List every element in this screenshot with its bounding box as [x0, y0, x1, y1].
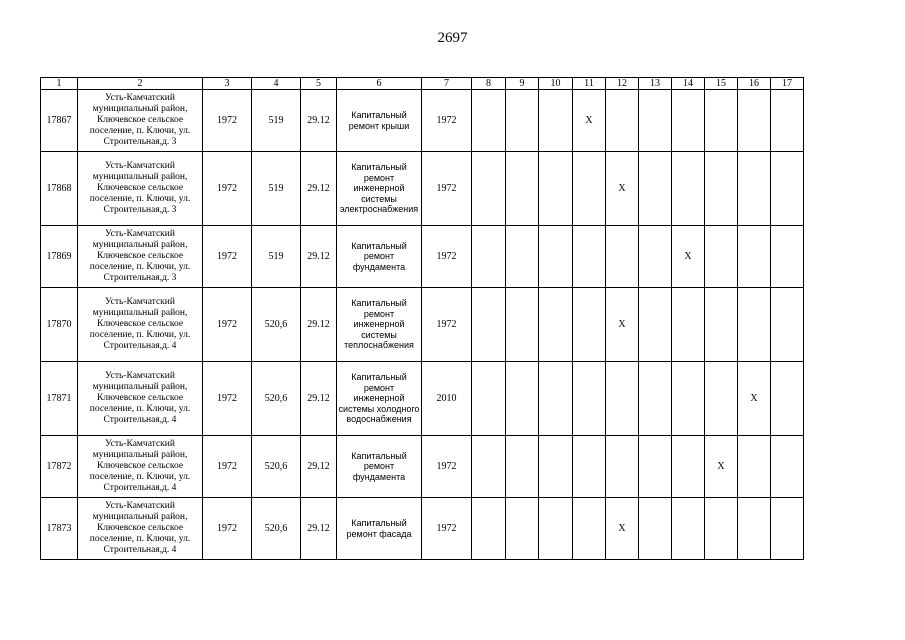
year-built-cell: 1972 [203, 90, 252, 152]
empty-cell [672, 152, 705, 226]
column-header: 16 [738, 78, 771, 90]
mark-cell: X [606, 288, 639, 362]
row-id: 17869 [41, 226, 78, 288]
empty-cell [606, 362, 639, 436]
mark-cell: X [606, 152, 639, 226]
col5-cell: 29.12 [301, 288, 337, 362]
empty-cell [539, 498, 573, 560]
empty-cell [705, 498, 738, 560]
row-id: 17868 [41, 152, 78, 226]
empty-cell [738, 498, 771, 560]
empty-cell [738, 152, 771, 226]
row-id: 17867 [41, 90, 78, 152]
empty-cell [539, 226, 573, 288]
page-number: 2697 [437, 30, 468, 46]
work-type-cell: Капитальный ремонт фундамента [337, 436, 422, 498]
empty-cell [639, 362, 672, 436]
empty-cell [506, 362, 539, 436]
table-row [41, 152, 804, 226]
year-built-cell: 1972 [203, 226, 252, 288]
area-cell: 520,6 [252, 498, 301, 560]
area-cell: 520,6 [252, 362, 301, 436]
empty-cell [639, 436, 672, 498]
year-built-cell: 1972 [203, 152, 252, 226]
work-type-cell: Капитальный ремонт фундамента [337, 226, 422, 288]
row-id: 17872 [41, 436, 78, 498]
empty-cell [573, 436, 606, 498]
empty-cell [506, 226, 539, 288]
year-cell: 2010 [422, 362, 472, 436]
empty-cell [738, 90, 771, 152]
empty-cell [771, 288, 804, 362]
empty-cell [539, 288, 573, 362]
empty-cell [639, 226, 672, 288]
row-id: 17870 [41, 288, 78, 362]
empty-cell [539, 362, 573, 436]
year-built-cell: 1972 [203, 288, 252, 362]
empty-cell [672, 436, 705, 498]
table-row [41, 288, 804, 362]
column-header: 12 [606, 78, 639, 90]
col5-cell: 29.12 [301, 90, 337, 152]
empty-cell [738, 436, 771, 498]
empty-cell [472, 90, 506, 152]
work-type-cell: Капитальный ремонт инженерной системы холодного водоснабжения [337, 362, 422, 436]
empty-cell [771, 362, 804, 436]
address-cell: Усть-Камчатский муниципальный район, Ключевское сельское поселение, п. Ключи, ул. Строительная,д. 3 [78, 226, 203, 288]
empty-cell [705, 152, 738, 226]
empty-cell [771, 90, 804, 152]
col5-cell: 29.12 [301, 436, 337, 498]
empty-cell [639, 90, 672, 152]
year-built-cell: 1972 [203, 498, 252, 560]
column-header: 11 [573, 78, 606, 90]
address-cell: Усть-Камчатский муниципальный район, Ключевское сельское поселение, п. Ключи, ул. Строительная,д. 4 [78, 498, 203, 560]
empty-cell [672, 498, 705, 560]
work-type-cell: Капитальный ремонт инженерной системы теплоснабжения [337, 288, 422, 362]
empty-cell [573, 226, 606, 288]
empty-cell [472, 226, 506, 288]
empty-cell [573, 498, 606, 560]
column-header: 17 [771, 78, 804, 90]
mark-cell: X [705, 436, 738, 498]
empty-cell [639, 288, 672, 362]
empty-cell [672, 90, 705, 152]
work-type-cell: Капитальный ремонт крыши [337, 90, 422, 152]
empty-cell [472, 498, 506, 560]
empty-cell [506, 436, 539, 498]
empty-cell [606, 436, 639, 498]
column-header: 5 [301, 78, 337, 90]
empty-cell [506, 288, 539, 362]
table-row [41, 362, 804, 436]
empty-cell [738, 226, 771, 288]
year-cell: 1972 [422, 436, 472, 498]
empty-cell [573, 288, 606, 362]
year-cell: 1972 [422, 152, 472, 226]
empty-cell [472, 152, 506, 226]
col5-cell: 29.12 [301, 152, 337, 226]
empty-cell [639, 498, 672, 560]
empty-cell [506, 498, 539, 560]
empty-cell [472, 362, 506, 436]
empty-cell [771, 498, 804, 560]
empty-cell [506, 90, 539, 152]
year-cell: 1972 [422, 498, 472, 560]
empty-cell [539, 152, 573, 226]
table-row [41, 436, 804, 498]
table-body [41, 78, 804, 560]
column-header: 13 [639, 78, 672, 90]
table-row [41, 498, 804, 560]
area-cell: 520,6 [252, 288, 301, 362]
empty-cell [573, 362, 606, 436]
mark-cell: X [573, 90, 606, 152]
column-header: 4 [252, 78, 301, 90]
empty-cell [771, 436, 804, 498]
year-built-cell: 1972 [203, 436, 252, 498]
mark-cell: X [738, 362, 771, 436]
empty-cell [738, 288, 771, 362]
area-cell: 519 [252, 152, 301, 226]
address-cell: Усть-Камчатский муниципальный район, Ключевское сельское поселение, п. Ключи, ул. Строительная,д. 3 [78, 90, 203, 152]
year-cell: 1972 [422, 90, 472, 152]
column-header: 10 [539, 78, 573, 90]
column-header: 6 [337, 78, 422, 90]
area-cell: 520,6 [252, 436, 301, 498]
address-cell: Усть-Камчатский муниципальный район, Ключевское сельское поселение, п. Ключи, ул. Строительная,д. 4 [78, 436, 203, 498]
year-cell: 1972 [422, 288, 472, 362]
table-row [41, 90, 804, 152]
year-cell: 1972 [422, 226, 472, 288]
address-cell: Усть-Камчатский муниципальный район, Ключевское сельское поселение, п. Ключи, ул. Строительная,д. 4 [78, 288, 203, 362]
empty-cell [705, 362, 738, 436]
area-cell: 519 [252, 90, 301, 152]
column-header: 1 [41, 78, 78, 90]
col5-cell: 29.12 [301, 226, 337, 288]
area-cell: 519 [252, 226, 301, 288]
table-row [41, 226, 804, 288]
column-header: 15 [705, 78, 738, 90]
empty-cell [705, 288, 738, 362]
empty-cell [606, 90, 639, 152]
empty-cell [705, 90, 738, 152]
empty-cell [672, 362, 705, 436]
empty-cell [771, 226, 804, 288]
column-header: 9 [506, 78, 539, 90]
empty-cell [672, 288, 705, 362]
empty-cell [639, 152, 672, 226]
column-header: 3 [203, 78, 252, 90]
empty-cell [573, 152, 606, 226]
mark-cell: X [672, 226, 705, 288]
row-id: 17873 [41, 498, 78, 560]
column-header: 7 [422, 78, 472, 90]
empty-cell [539, 436, 573, 498]
empty-cell [506, 152, 539, 226]
empty-cell [606, 226, 639, 288]
column-header: 2 [78, 78, 203, 90]
col5-cell: 29.12 [301, 362, 337, 436]
empty-cell [539, 90, 573, 152]
mark-cell: X [606, 498, 639, 560]
empty-cell [472, 436, 506, 498]
empty-cell [472, 288, 506, 362]
address-cell: Усть-Камчатский муниципальный район, Ключевское сельское поселение, п. Ключи, ул. Строительная,д. 4 [78, 362, 203, 436]
row-id: 17871 [41, 362, 78, 436]
repair-schedule-table [40, 77, 804, 560]
column-header: 14 [672, 78, 705, 90]
column-header: 8 [472, 78, 506, 90]
empty-cell [771, 152, 804, 226]
year-built-cell: 1972 [203, 362, 252, 436]
empty-cell [705, 226, 738, 288]
work-type-cell: Капитальный ремонт фасада [337, 498, 422, 560]
col5-cell: 29.12 [301, 498, 337, 560]
header-row [41, 78, 804, 90]
address-cell: Усть-Камчатский муниципальный район, Ключевское сельское поселение, п. Ключи, ул. Строительная,д. 3 [78, 152, 203, 226]
work-type-cell: Капитальный ремонт инженерной системы электроснабжения [337, 152, 422, 226]
